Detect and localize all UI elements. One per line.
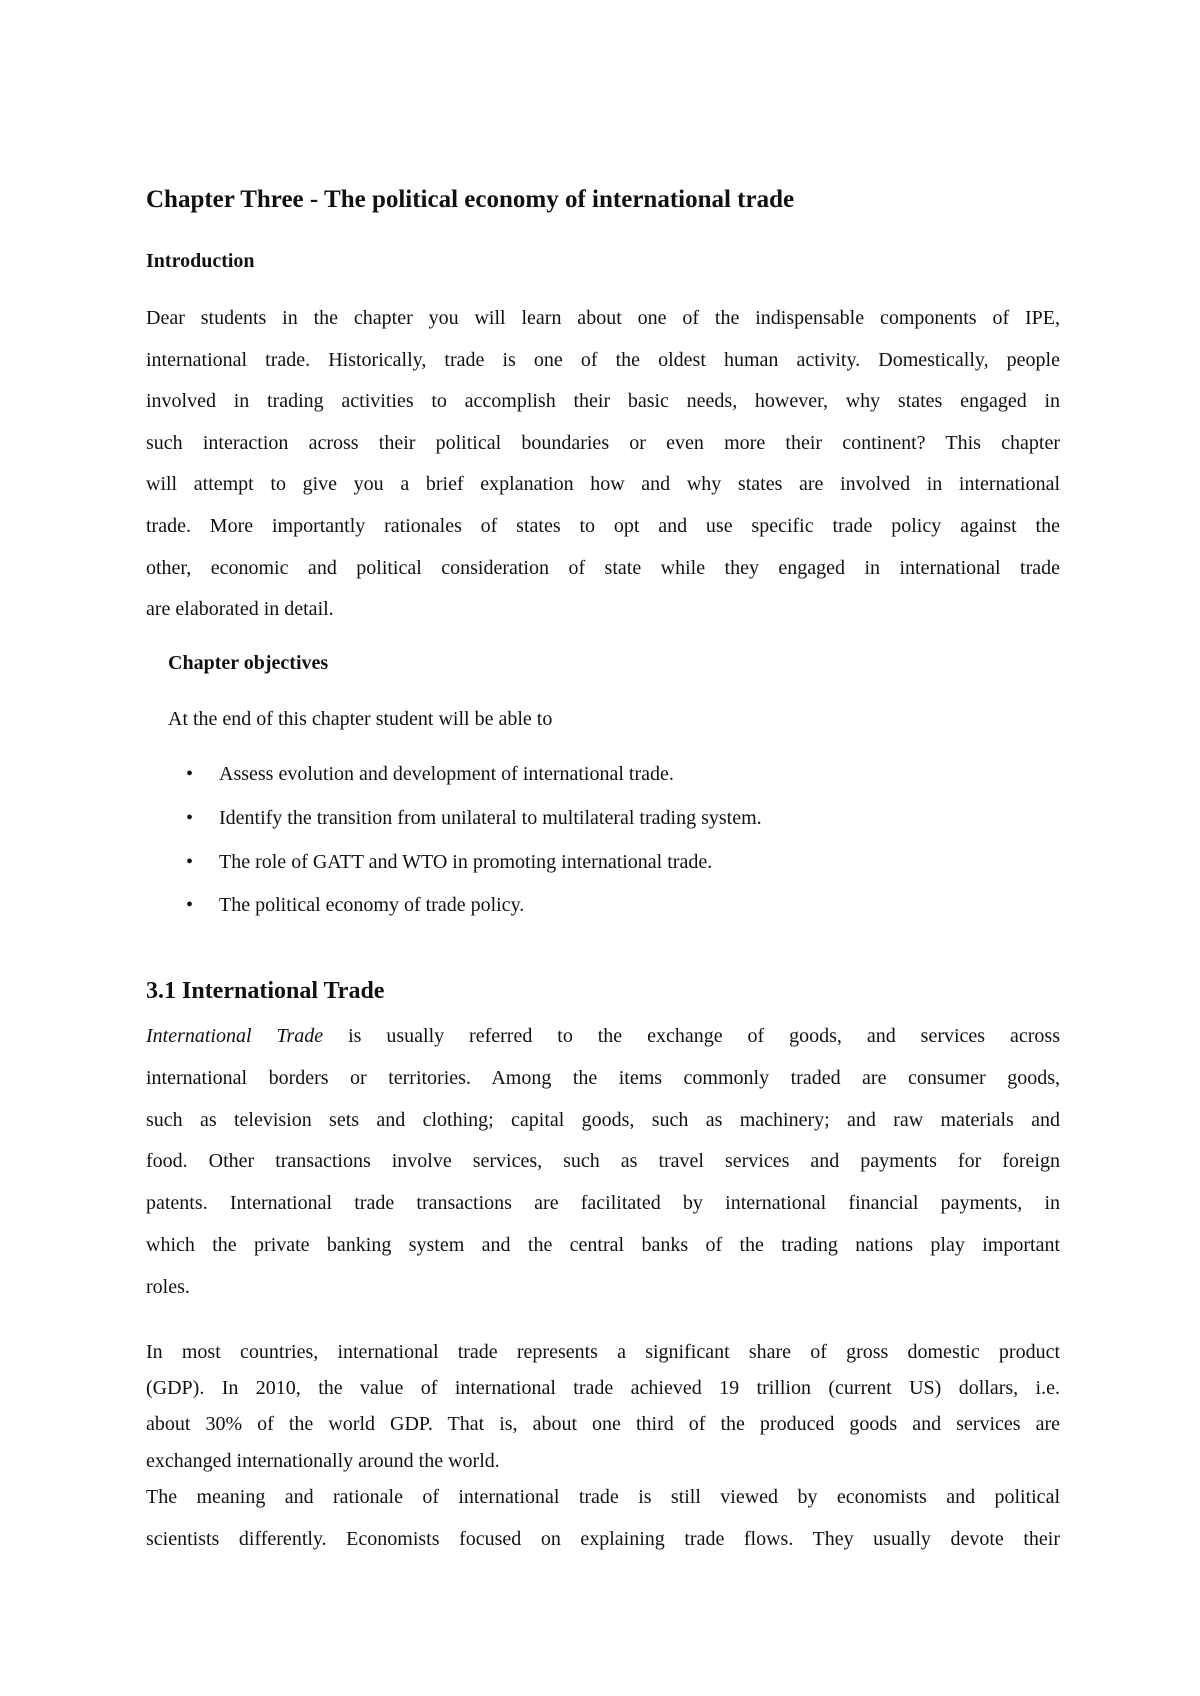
section-paragraph-line: In most countries, international trade represents a significant share of gross domestic product [146,1341,1060,1363]
section-paragraph-line: patents. International trade transactions are facilitated by international financial payments, in [146,1192,1060,1214]
italic-term: International Trade [146,1025,324,1047]
intro-line: other, economic and political consideration of state while they engaged in international trade [146,557,1060,579]
intro-line: such interaction across their political boundaries or even more their continent? This chapter [146,432,1060,454]
section-paragraph-line: (GDP). In 2010, the value of international trade achieved 19 trillion (current US) dollars, i.e. [146,1377,1060,1399]
section-paragraph-line: scientists differently. Economists focused on explaining trade flows. They usually devote their [146,1528,1060,1550]
objective-item: Assess evolution and development of international trade. [219,763,674,785]
section-paragraph-line: roles. [146,1276,190,1298]
intro-line: are elaborated in detail. [146,598,334,620]
section-paragraph-line: such as television sets and clothing; capital goods, such as machinery; and raw materials and [146,1109,1060,1131]
intro-line: involved in trading activities to accomplish their basic needs, however, why states engaged in [146,390,1060,412]
objective-item: The role of GATT and WTO in promoting international trade. [219,851,713,873]
section-paragraph-line: food. Other transactions involve services, such as travel services and payments for foreign [146,1150,1060,1172]
bullet-icon: • [186,763,194,785]
objectives-heading: Chapter objectives [168,652,329,674]
section-paragraph-line: which the private banking system and the central banks of the trading nations play important [146,1234,1060,1256]
bullet-icon: • [186,807,194,829]
objective-item: Identify the transition from unilateral to multilateral trading system. [219,807,762,829]
bullet-icon: • [186,894,194,916]
chapter-title: Chapter Three - The political economy of international trade [146,186,795,213]
section-paragraph-line: The meaning and rationale of international trade is still viewed by economists and political [146,1486,1060,1508]
intro-line: trade. More importantly rationales of states to opt and use specific trade policy against the [146,515,1060,537]
section-paragraph-line: exchanged internationally around the world. [146,1450,500,1472]
paragraph-text: is usually referred to the exchange of goods, and services across [323,1025,1060,1047]
introduction-heading: Introduction [146,250,255,272]
section-paragraph-line: international borders or territories. Among the items commonly traded are consumer goods, [146,1067,1060,1089]
section-paragraph-line [146,1024,1060,1048]
intro-line: Dear students in the chapter you will learn about one of the indispensable components of IPE, [146,307,1060,329]
objectives-lead: At the end of this chapter student will be able to [168,708,553,730]
bullet-icon: • [186,851,194,873]
section-title: 3.1 International Trade [146,978,385,1004]
section-paragraph-line: about 30% of the world GDP. That is, about one third of the produced goods and services are [146,1413,1060,1435]
intro-line: will attempt to give you a brief explanation how and why states are involved in international [146,473,1060,495]
intro-line: international trade. Historically, trade is one of the oldest human activity. Domestically, people [146,349,1060,371]
objective-item: The political economy of trade policy. [219,894,525,916]
